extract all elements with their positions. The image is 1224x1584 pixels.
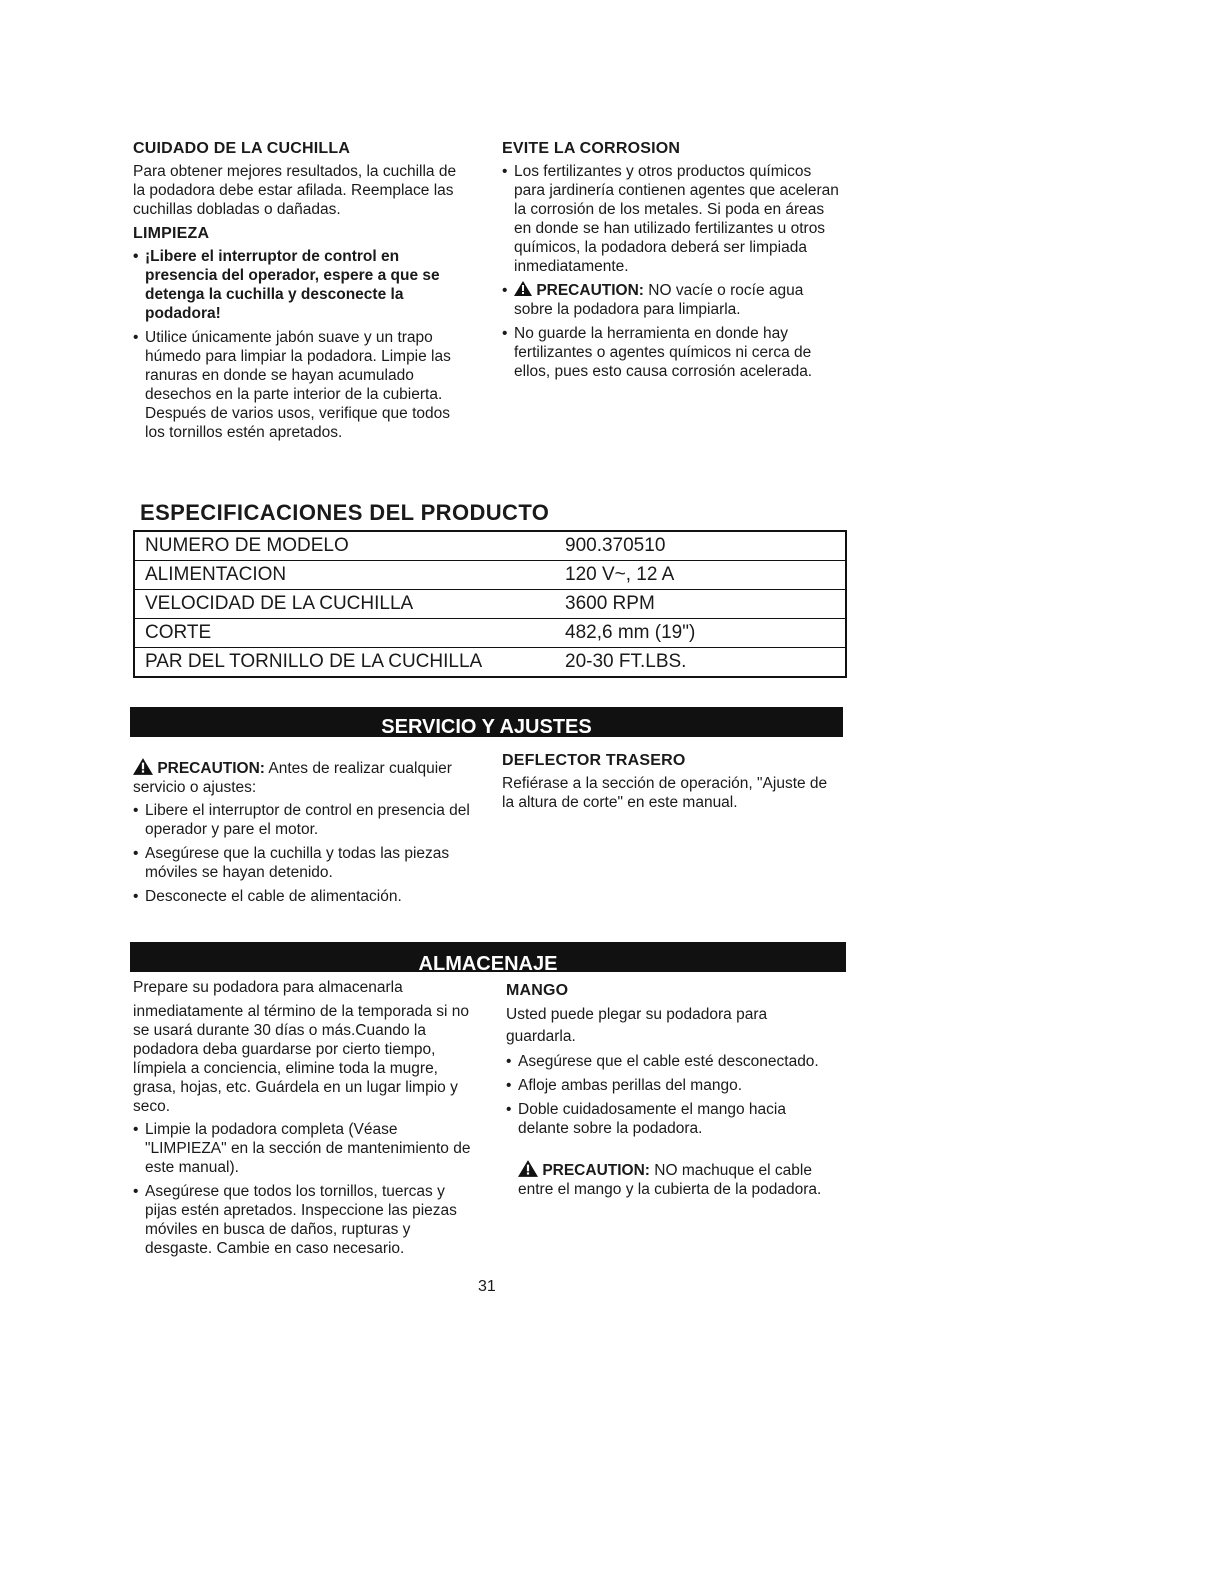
page-number: 31 [478,1278,496,1295]
storage-intro-1: Prepare su podadora para almacenarla [133,979,403,996]
service-bullet: • Asegúrese que la cuchilla y todas las piezas móviles se hayan detenido. [133,844,473,882]
spec-value: 482,6 mm (19") [565,619,846,648]
specs-table [133,530,847,678]
storage-bar: ALMACENAJE [130,942,846,972]
specs-row [134,561,846,590]
service-list [133,801,473,906]
spec-value: 120 V~, 12 A [565,561,846,590]
cleaning-heading: LIMPIEZA [133,225,210,242]
specs-row [134,531,846,561]
cleaning-list [133,247,471,442]
blade-care-text: Para obtener mejores resultados, la cuchilla de la podadora debe estar afilada. Reemplace las cuchillas dobladas o dañadas. [133,163,457,218]
spec-label: VELOCIDAD DE LA CUCHILLA [134,590,565,619]
precaution-label: PRECAUTION: [157,760,265,777]
storage-bullet: • Limpie la podadora completa (Véase "LIMPIEZA" en la sección de mantenimiento de este manual). [133,1120,478,1177]
cleaning-bullet-bold: • ¡Libere el interruptor de control en presencia del operador, espere a que se detenga la cuchilla y desconecte la podadora! [133,247,471,323]
spec-value: 20-30 FT.LBS. [565,648,846,678]
handle-heading: MANGO [506,982,569,999]
storage-left [133,978,478,1263]
storage-bullet: • Asegúrese que todos los tornillos, tuercas y pijas estén apretados. Inspeccione las piezas móviles en busca de daños, rupturas y desgaste. Cambie en caso necesario. [133,1182,478,1258]
warning-triangle-icon [518,1160,538,1177]
blade-care-section [133,140,471,447]
precaution-text: NO machuque el cable entre el mango y la cubierta de la podadora. [518,1162,822,1198]
deflector-heading: DEFLECTOR TRASERO [502,752,686,769]
handle-bullet: • Asegúrese que el cable esté desconectado. [506,1052,836,1071]
handle-intro: Usted puede plegar su podadora para guardarla. [506,1006,768,1045]
warning-triangle-icon [514,281,532,296]
specs-row [134,648,846,678]
cleaning-bullet-text: • Utilice únicamente jabón suave y un trapo húmedo para limpiar la podadora. Limpie las ranuras en donde se hayan acumulado desechos en la parte interior de la cubierta. Después de varios usos, verifique que todos los tornillos estén apretados. [133,328,471,442]
corrosion-list [502,162,844,381]
blade-care-heading: CUIDADO DE LA CUCHILLA [133,140,351,157]
corrosion-bullet-1: • Los fertilizantes y otros productos químicos para jardinería contienen agentes que aceleran la corrosión de los metales. Si poda en áreas en donde se han utilizado fertilizantes u otros químicos, la podadora deberá ser limpiada inmediatamente. [502,162,844,276]
precaution-label: PRECAUTION: [542,1162,650,1179]
storage-list [133,1120,478,1258]
corrosion-heading: EVITE LA CORROSION [502,140,681,157]
deflector-text: Refiérase a la sección de operación, "Ajuste de la altura de corte" en este manual. [502,775,828,811]
corrosion-bullet-precaution [502,281,844,319]
spec-value: 900.370510 [565,531,846,561]
spec-label: CORTE [134,619,565,648]
spec-value: 3600 RPM [565,590,846,619]
deflector-section [502,752,842,812]
corrosion-bullet-3: • No guarde la herramienta en donde hay fertilizantes o agentes químicos ni cerca de ellos, pues esto causa corrosión acelerada. [502,324,844,381]
spec-label: PAR DEL TORNILLO DE LA CUCHILLA [134,648,565,678]
service-bar: SERVICIO Y AJUSTES [130,707,843,737]
handle-section [506,982,836,1199]
spec-label: NUMERO DE MODELO [134,531,565,561]
handle-bullet: • Afloje ambas perillas del mango. [506,1076,836,1095]
precaution-text: NO vacíe o rocíe agua sobre la podadora para limpiarla. [514,282,804,318]
warning-triangle-icon [133,758,153,775]
specs-row [134,619,846,648]
storage-precaution [506,1160,836,1199]
corrosion-section [502,140,844,386]
specs-row [134,590,846,619]
service-bullet: • Desconecte el cable de alimentación. [133,887,473,906]
service-bullet: • Libere el interruptor de control en presencia del operador y pare el motor. [133,801,473,839]
service-precaution [133,758,473,797]
service-left [133,758,473,911]
precaution-label: PRECAUTION: [536,282,644,299]
precaution-text: Antes de realizar cualquier servicio o ajustes: [133,760,452,796]
handle-bullet: • Doble cuidadosamente el mango hacia delante sobre la podadora. [506,1100,836,1138]
storage-intro-2: inmediatamente al término de la temporada si no se usará durante 30 días o más.Cuando la podadora deba guardarse por cierto tiempo, límpiela a conciencia, elimine toda la mugre, grasa, hojas, etc. Guárdela en un lugar limpio y seco. [133,1003,470,1115]
spec-label: ALIMENTACION [134,561,565,590]
specs-title: ESPECIFICACIONES DEL PRODUCTO [140,500,550,525]
handle-list [506,1052,836,1138]
